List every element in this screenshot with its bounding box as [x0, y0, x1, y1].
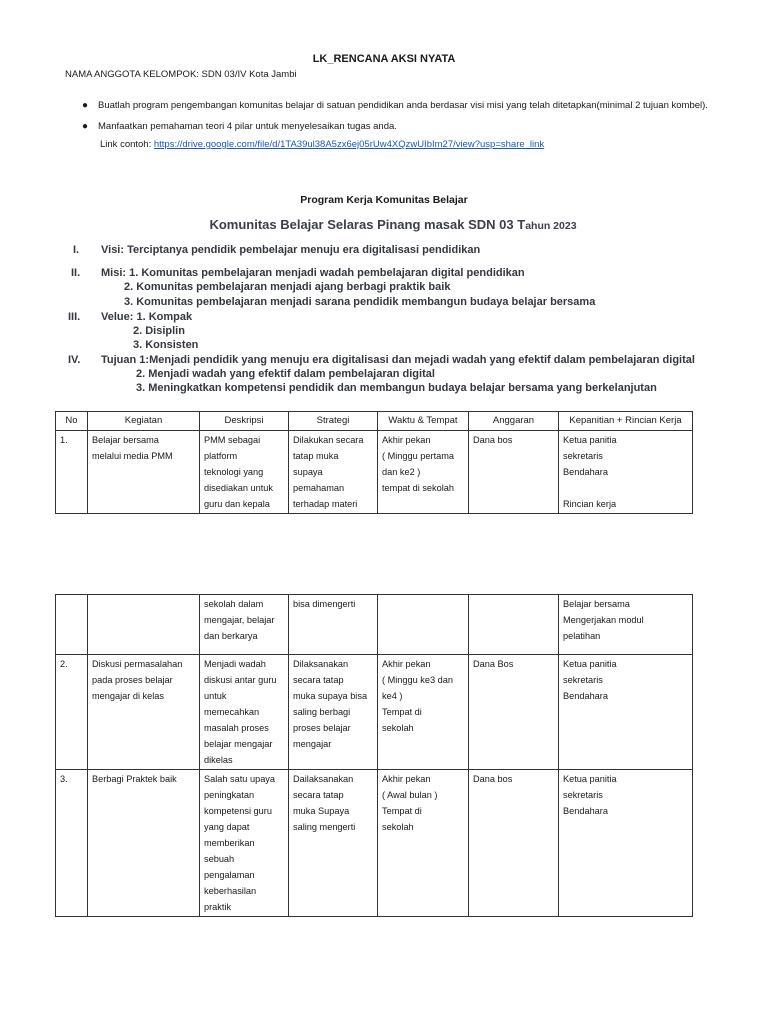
- cell-line: pengalaman: [204, 870, 255, 880]
- cell-line: mengajar, belajar: [204, 615, 275, 625]
- cell-line: disediakan untuk: [204, 483, 273, 493]
- cell-line: pada proses belajar: [92, 675, 173, 685]
- community-title-main: Komunitas Belajar Selaras Pinang masak SDN 03 T: [209, 217, 526, 232]
- cell-no: 3.: [56, 770, 88, 917]
- cell-strategi: [289, 595, 378, 655]
- instruction-item: [82, 98, 730, 114]
- cell-kegiatan: [88, 655, 200, 770]
- cell-line: [563, 480, 688, 496]
- cell-line: secara tatap: [293, 675, 344, 685]
- cell-no: 2.: [56, 655, 88, 770]
- cell-line: ( Awal bulan ): [382, 790, 438, 800]
- cell-line: sekolah: [382, 822, 414, 832]
- cell-line: sekolah: [382, 723, 414, 733]
- cell-line: teknologi yang: [204, 467, 264, 477]
- value-text: Velue: 1. Kompak: [101, 311, 193, 323]
- cell-no: [56, 595, 88, 655]
- cell-line: melalui media PMM: [92, 451, 173, 461]
- cell-line: kompetensi guru: [204, 806, 272, 816]
- cell-line: Akhir pekan: [382, 774, 431, 784]
- community-title: [0, 217, 768, 232]
- cell-line: mengajar: [293, 739, 332, 749]
- cell-line: guru dan kepala: [204, 499, 270, 509]
- roman-numeral: III.: [68, 311, 81, 323]
- cell-no: 1.: [56, 431, 88, 514]
- misi-item: 3. Komunitas pembelajaran menjadi sarana pendidik membangun budaya belajar bersama: [124, 296, 596, 308]
- cell-line: saling mengerti: [293, 822, 356, 832]
- cell-strategi: [289, 770, 378, 917]
- activity-table-part-2: [55, 594, 693, 917]
- cell-line: Ketua panitia: [563, 435, 617, 445]
- cell-line: Bendahara: [563, 806, 608, 816]
- cell-line: saling berbagi: [293, 707, 351, 717]
- cell-line: supaya: [293, 467, 323, 477]
- table-row: [56, 655, 693, 770]
- cell-line: Mengerjakan modul: [563, 615, 644, 625]
- tujuan-text: Tujuan 1:Menjadi pendidik yang menuju era digitalisasi dan mejadi wadah yang efektif dalam pembelajaran digital: [101, 354, 695, 366]
- tujuan-item: 3. Meningkatkan kompetensi pendidik dan membangun budaya belajar bersama yang berkelanjutan: [136, 382, 657, 394]
- cell-line: peningkatan: [204, 790, 255, 800]
- cell-line: ( Minggu ke3 dan: [382, 675, 453, 685]
- cell-line: bisa dimengerti: [293, 599, 356, 609]
- table-row: [56, 431, 693, 514]
- cell-line: memecahkan: [204, 707, 260, 717]
- cell-line: tatap muka: [293, 451, 339, 461]
- misi-text: Misi: 1. Komunitas pembelajaran menjadi wadah pembelajaran digital pendidikan: [101, 267, 525, 279]
- cell-line: Bendahara: [563, 467, 608, 477]
- cell-kegiatan: [88, 595, 200, 655]
- value-item: 2. Disiplin: [133, 325, 185, 337]
- header-deskripsi: Deskripsi: [200, 412, 289, 431]
- link-label: Link contoh:: [100, 139, 154, 150]
- instruction-list: [82, 98, 730, 153]
- header-kegiatan: Kegiatan: [88, 412, 200, 431]
- cell-line: sekretaris: [563, 451, 603, 461]
- cell-line: pelatihan: [563, 631, 601, 641]
- cell-line: ( Minggu pertama: [382, 451, 455, 461]
- cell-line: Salah satu upaya: [204, 774, 276, 784]
- roman-numeral: II.: [71, 267, 81, 279]
- example-link[interactable]: https://drive.google.com/file/d/1TA39ul38A5zx6ej05rUw4XQzwUIbIm27/view?usp=share_link: [153, 139, 545, 150]
- cell-line: Bendahara: [563, 691, 608, 701]
- cell-line: muka supaya bisa: [293, 691, 368, 701]
- cell-line: Tempat di: [382, 806, 422, 816]
- cell-deskripsi: [200, 770, 289, 917]
- cell-line: Berbagi Praktek baik: [92, 774, 177, 784]
- value-item: 3. Konsisten: [133, 339, 199, 351]
- cell-line: sekolah dalam: [204, 599, 264, 609]
- cell-kegiatan: [88, 431, 200, 514]
- cell-line: Menjadi wadah: [204, 659, 266, 669]
- cell-line: dikelas: [204, 755, 233, 765]
- section-heading: Program Kerja Komunitas Belajar: [300, 194, 468, 206]
- header-kepanitian: Kepanitian + Rincian Kerja: [559, 412, 693, 431]
- roman-numeral: I.: [73, 244, 80, 256]
- tujuan-item: 2. Menjadi wadah yang efektif dalam pembelajaran digital: [136, 368, 435, 380]
- cell-waktu-tempat: [378, 431, 469, 514]
- instruction-text: Manfaatkan pemahaman teori 4 pilar untuk menyelesaikan tugas anda.: [98, 121, 397, 132]
- cell-line: yang dapat: [204, 822, 250, 832]
- cell-deskripsi: [200, 655, 289, 770]
- cell-deskripsi: [200, 431, 289, 514]
- cell-line: Akhir pekan: [382, 435, 431, 445]
- cell-line: Dailaksanakan: [293, 774, 354, 784]
- cell-line: Tempat di: [382, 707, 422, 717]
- bullet-icon: ●: [82, 100, 89, 111]
- cell-line: sekretaris: [563, 675, 603, 685]
- cell-line: praktik: [204, 902, 232, 912]
- bullet-icon: ●: [82, 121, 89, 132]
- cell-line: muka Supaya: [293, 806, 350, 816]
- example-link-line: [82, 137, 730, 153]
- misi-item: 2. Komunitas pembelajaran menjadi ajang berbagi praktik baik: [124, 281, 451, 293]
- cell-strategi: [289, 431, 378, 514]
- cell-line: Akhir pekan: [382, 659, 431, 669]
- cell-deskripsi: [200, 595, 289, 655]
- cell-line: Rincian kerja: [563, 499, 617, 509]
- cell-waktu-tempat: [378, 655, 469, 770]
- cell-kegiatan: [88, 770, 200, 917]
- cell-kepanitian: [559, 655, 693, 770]
- header-strategi: Strategi: [289, 412, 378, 431]
- cell-kepanitian: [559, 595, 693, 655]
- cell-anggaran: Dana bos: [469, 770, 559, 917]
- instruction-text: Buatlah program pengembangan komunitas belajar di satuan pendidikan anda berdasar visi misi yang telah ditetapkan(minimal 2 tujuan kombel).: [98, 100, 708, 111]
- visi-text: Visi: Terciptanya pendidik pembelajar menuju era digitalisasi pendidikan: [101, 244, 481, 256]
- cell-line: Belajar bersama: [92, 435, 159, 445]
- cell-anggaran: [469, 595, 559, 655]
- cell-waktu-tempat: [378, 770, 469, 917]
- cell-line: PMM sebagai: [204, 435, 261, 445]
- cell-line: Ketua panitia: [563, 659, 617, 669]
- cell-kepanitian: [559, 431, 693, 514]
- roman-numeral: IV.: [68, 354, 81, 366]
- cell-line: secara tatap: [293, 790, 344, 800]
- header-anggaran: Anggaran: [469, 412, 559, 431]
- community-title-year: ahun 2023: [525, 220, 577, 232]
- cell-strategi: [289, 655, 378, 770]
- cell-line: Diskusi permasalahan: [92, 659, 183, 669]
- cell-line: terhadap materi: [293, 499, 358, 509]
- document-title: LK_RENCANA AKSI NYATA: [312, 53, 456, 65]
- cell-line: ke4 ): [382, 691, 403, 701]
- cell-anggaran: Dana bos: [469, 431, 559, 514]
- cell-anggaran: Dana Bos: [469, 655, 559, 770]
- cell-line: sebuah: [204, 854, 235, 864]
- cell-line: belajar mengajar: [204, 739, 273, 749]
- cell-line: memberikan: [204, 838, 255, 848]
- cell-line: mengajar di kelas: [92, 691, 165, 701]
- cell-line: masalah proses: [204, 723, 269, 733]
- table-row: [56, 770, 693, 917]
- cell-line: diskusi antar guru: [204, 675, 277, 685]
- cell-line: platform: [204, 451, 238, 461]
- header-no: No: [56, 412, 88, 431]
- cell-line: keberhasilan: [204, 886, 257, 896]
- cell-line: dan berkarya: [204, 631, 258, 641]
- cell-line: proses belajar: [293, 723, 351, 733]
- cell-line: Dilaksanakan: [293, 659, 349, 669]
- cell-line: Ketua panitia: [563, 774, 617, 784]
- cell-line: dan ke2 ): [382, 467, 421, 477]
- table-row: [56, 595, 693, 655]
- cell-line: tempat di sekolah: [382, 483, 455, 493]
- cell-waktu-tempat: [378, 595, 469, 655]
- table-header-row: [56, 412, 693, 431]
- cell-line: Dilakukan secara: [293, 435, 364, 445]
- group-members-line: NAMA ANGGOTA KELOMPOK: SDN 03/IV Kota Jambi: [65, 69, 297, 80]
- instruction-item: [82, 119, 730, 135]
- activity-table-part-1: [55, 411, 693, 514]
- cell-kepanitian: [559, 770, 693, 917]
- header-waktu-tempat: Waktu & Tempat: [378, 412, 469, 431]
- cell-line: untuk: [204, 691, 227, 701]
- cell-line: Belajar bersama: [563, 599, 630, 609]
- cell-line: pemahaman: [293, 483, 345, 493]
- cell-line: sekretaris: [563, 790, 603, 800]
